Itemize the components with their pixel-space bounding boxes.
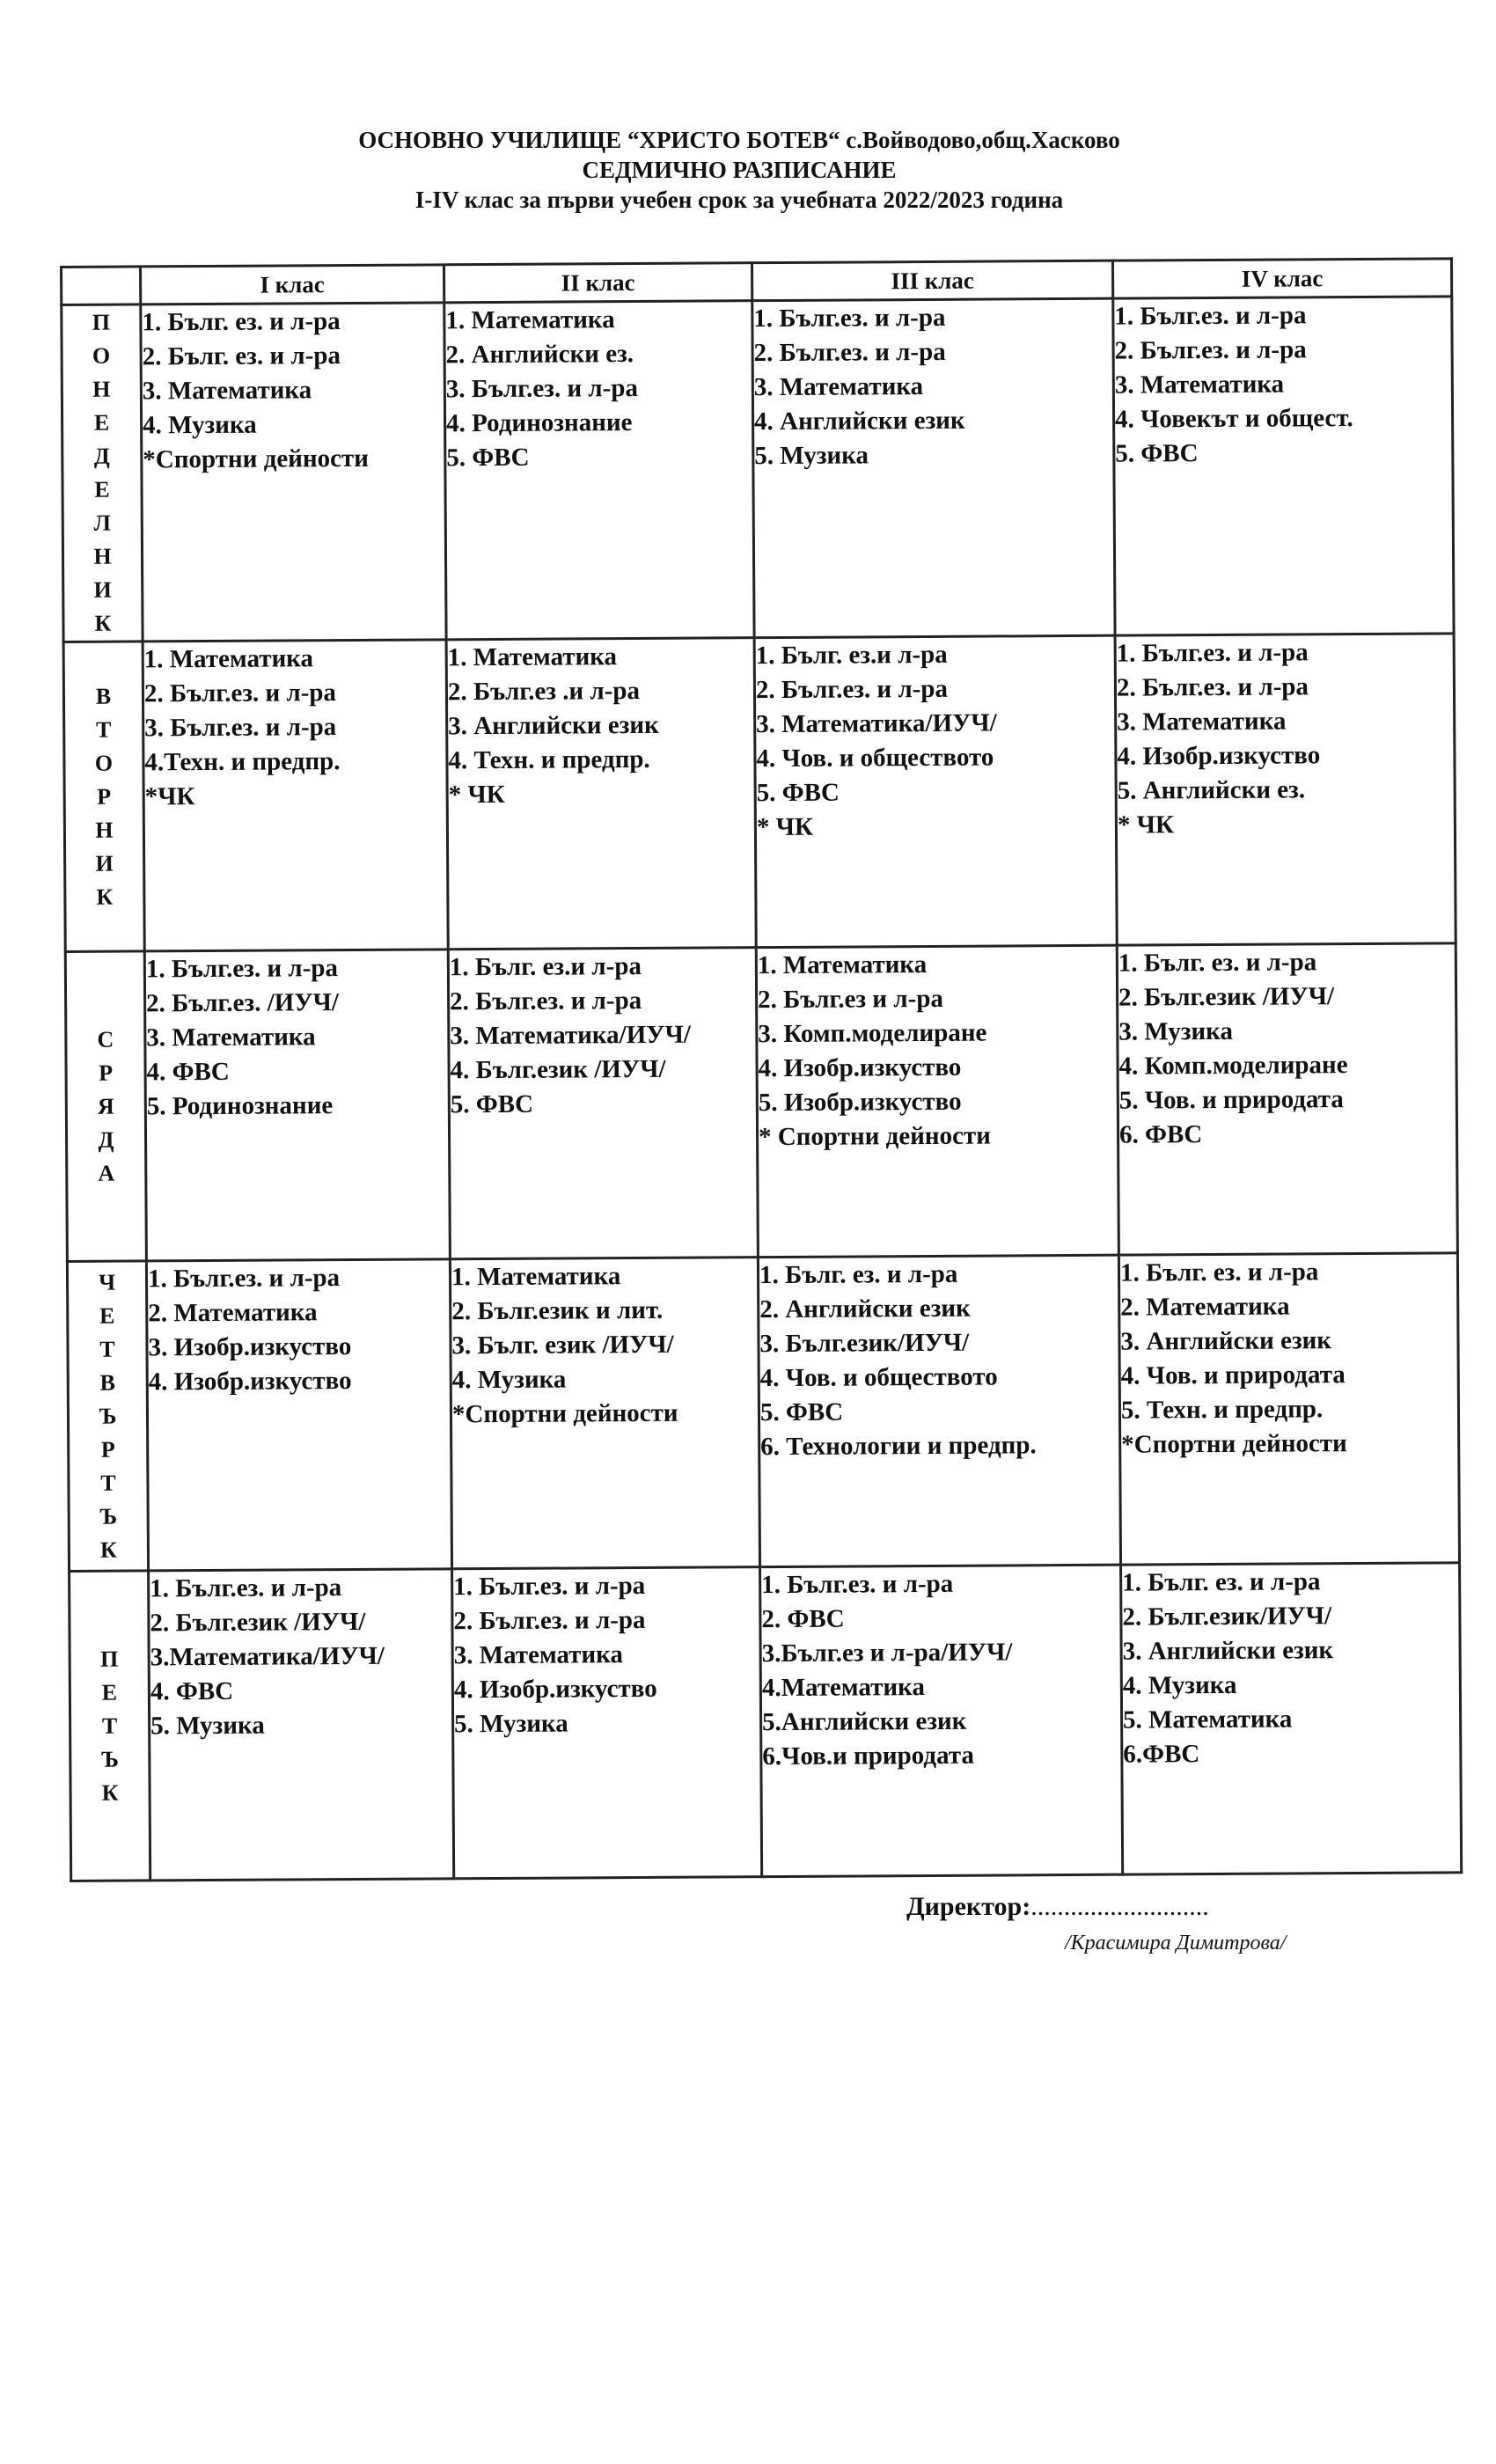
lesson-item: *Спортни дейности [143, 444, 370, 474]
day-name-cell [67, 1261, 148, 1572]
lesson-item: * ЧК [756, 812, 814, 842]
lesson-item: 5. Музика [150, 1711, 265, 1741]
lesson-item: 5. Чов. и природата [1118, 1085, 1344, 1115]
lesson-item: 5. ФВС [1115, 439, 1199, 468]
lesson-item: 3. Математика [753, 372, 924, 402]
day-row [63, 634, 1456, 952]
lesson-item: 1. Бълг.ез. и л-ра [453, 1571, 646, 1602]
lesson-item: 5. Родинознание [146, 1091, 334, 1121]
lesson-item: 5. Музика [754, 441, 869, 471]
lesson-item: 1. Математика [451, 1262, 621, 1292]
lesson-item: 3. Бълг.ез. и л-ра [445, 373, 639, 404]
lesson-item: 2. Бълг.ез. и л-ра [1116, 672, 1309, 702]
document-title: СЕДМИЧНО РАЗПИСАНИЕ [582, 157, 897, 183]
class-header: IV клас [1112, 259, 1451, 298]
lesson-item: 1. Бълг.ез. и л-ра [753, 303, 946, 334]
director-signature-line [906, 1892, 1209, 1922]
day-name: В Т О Р Н И К [94, 683, 114, 910]
lesson-item: *ЧК [144, 782, 195, 811]
lesson-item: 2. Бълг.ез. и л-ра [1114, 335, 1307, 365]
lessons-cell [448, 948, 758, 1259]
lesson-item: * ЧК [448, 780, 505, 810]
lesson-item: 2. Бълг.език /ИУЧ/ [150, 1607, 366, 1638]
lessons-cell [444, 301, 754, 640]
lesson-item: 3.Математика/ИУЧ/ [150, 1641, 385, 1672]
lesson-list [142, 304, 444, 477]
signature-dots: ........................... [1030, 1892, 1209, 1921]
lesson-list [761, 1566, 1120, 1774]
day-row [62, 297, 1454, 642]
lesson-item: 1. Бълг.ез. и л-ра [147, 1264, 341, 1294]
lesson-item: 3.Бълг.ез и л-ра/ИУЧ/ [761, 1638, 1013, 1668]
lessons-cell [149, 1569, 454, 1881]
lesson-item: 2. Бълг.език/ИУЧ/ [1122, 1602, 1332, 1632]
lesson-item: 2. Бълг.ез. /ИУЧ/ [146, 988, 339, 1018]
lesson-item: 3. Бълг.език/ИУЧ/ [759, 1328, 970, 1359]
lesson-item: 3. Математика [142, 376, 312, 406]
lesson-item: 1. Бълг.ез. и л-ра [1116, 638, 1309, 668]
lesson-list [1117, 634, 1454, 842]
lessons-cell [146, 1259, 451, 1571]
lesson-item: 3. Комп.моделиране [758, 1018, 987, 1049]
lesson-item: 4.Математика [761, 1673, 926, 1703]
lesson-item: 2. Бълг.ез и л-ра [758, 984, 944, 1015]
lesson-item: 1. Бълг. ез. и л-ра [142, 307, 341, 337]
class-header: III клас [752, 260, 1112, 301]
lesson-item: 2. Бълг.ез .и л-ра [447, 676, 641, 707]
lesson-item: * Спортни дейности [758, 1121, 992, 1152]
lesson-list [1114, 297, 1451, 471]
lessons-cell [452, 1567, 762, 1879]
lesson-item: 6.ФВС [1123, 1740, 1200, 1769]
lesson-item: 5. ФВС [756, 778, 840, 808]
lesson-item: 1. Бълг. ез. и л-ра [1119, 1258, 1319, 1287]
lesson-item: 2. Бълг. ез. и л-ра [142, 341, 341, 371]
lesson-list [1120, 1254, 1457, 1462]
lesson-item: 3. Музика [1118, 1016, 1234, 1046]
lessons-cell [141, 303, 446, 642]
lesson-item: 2. Бълг.ез. и л-ра [450, 986, 642, 1016]
lesson-item: 5. Математика [1123, 1705, 1293, 1734]
lesson-list [758, 947, 1117, 1155]
class-header: II клас [444, 263, 752, 303]
lesson-item: 4. Изобр.изкуство [1117, 741, 1321, 771]
lessons-cell [1118, 1253, 1459, 1565]
schedule-table [60, 257, 1463, 1882]
lesson-item: 3. Бълг.ез. и л-ра [144, 713, 337, 743]
lessons-cell [756, 945, 1118, 1257]
lesson-item: *Спортни дейности [1121, 1429, 1347, 1459]
lessons-cell [752, 298, 1115, 637]
lesson-item: 1. Бълг.ез. и л-ра [150, 1573, 342, 1603]
lesson-item: 3. Математика/ИУЧ/ [756, 708, 997, 739]
lesson-item: 1. Бълг.ез. и л-ра [1114, 301, 1307, 331]
lessons-cell [760, 1565, 1123, 1876]
lesson-item: 4. Изобр.изкуство [148, 1366, 352, 1397]
schedule-body [62, 297, 1462, 1881]
lesson-item: 5. ФВС [446, 443, 530, 473]
lesson-item: 5.Английски език [762, 1706, 967, 1737]
lesson-item: 3. Математика/ИУЧ/ [450, 1020, 691, 1051]
lesson-item: 2. Бълг.ез. и л-ра [755, 674, 949, 705]
lesson-item: 6. ФВС [1118, 1120, 1203, 1149]
lesson-item: 3. Английски език [1120, 1326, 1332, 1356]
lesson-item: 3. Математика [1117, 707, 1287, 737]
lessons-cell [143, 640, 448, 951]
day-row [65, 943, 1457, 1262]
class-header: I клас [141, 265, 444, 304]
lesson-item: 4. Музика [143, 410, 257, 440]
lesson-item: 5. ФВС [759, 1397, 844, 1427]
lesson-item: 2. Бълг.език /ИУЧ/ [1118, 982, 1335, 1012]
lesson-item: 4. Английски език [753, 406, 965, 436]
lesson-list [1118, 944, 1456, 1152]
lesson-item: 5. ФВС [450, 1089, 534, 1119]
lesson-list [759, 1257, 1118, 1464]
lesson-list [144, 641, 446, 814]
lesson-item: 1. Бълг.ез. и л-ра [145, 954, 339, 984]
lesson-item: 6.Чов.и природата [762, 1741, 975, 1771]
lesson-item: 5. Английски ез. [1117, 775, 1306, 805]
lesson-item: 1. Бълг. ез.и л-ра [755, 640, 948, 671]
lesson-item: 4. Музика [451, 1365, 567, 1395]
lessons-cell [144, 950, 450, 1261]
director-label: Директор: [906, 1892, 1031, 1921]
day-name-cell [65, 951, 146, 1262]
day-name-cell [63, 642, 144, 952]
lesson-item: 4. Изобр.изкуство [758, 1052, 962, 1083]
lesson-item: 1. Математика [447, 642, 618, 672]
lesson-item: 4. ФВС [146, 1057, 230, 1087]
day-row [70, 1563, 1462, 1881]
lessons-cell [754, 635, 1117, 947]
lessons-cell [1117, 943, 1457, 1255]
lesson-item: 5. Изобр.изкуство [758, 1087, 962, 1118]
lesson-item: 5. Техн. и предпр. [1120, 1395, 1324, 1425]
day-row [67, 1253, 1459, 1572]
lesson-list [451, 1258, 758, 1432]
lesson-item: 5. Музика [454, 1709, 568, 1739]
day-name-cell [62, 304, 143, 642]
lesson-item: 2. Математика [1120, 1292, 1290, 1322]
lesson-list [1122, 1564, 1459, 1771]
lessons-cell [758, 1255, 1120, 1566]
lesson-item: 4. Чов. и обществото [756, 743, 994, 774]
lesson-item: 4. Човекът и общест. [1114, 404, 1353, 434]
lesson-item: 4. Изобр.изкуство [453, 1674, 657, 1705]
lesson-item: 2. Английски език [759, 1294, 971, 1324]
lesson-item: 4. Родинознание [446, 408, 633, 438]
director-name: /Красимира Димитрова/ [1065, 1932, 1287, 1954]
day-name: С Р Я Д А [97, 1026, 115, 1186]
lessons-cell [1113, 297, 1454, 635]
lesson-item: 3. Изобр.изкуство [148, 1331, 352, 1362]
lesson-item: 3. Английски език [448, 710, 659, 741]
lesson-item: 4. Комп.моделиране [1118, 1051, 1348, 1081]
lesson-item: 1. Математика [143, 644, 314, 674]
day-name: Ч Е Т В Ъ Р Т Ъ К [98, 1269, 118, 1563]
lesson-list [146, 950, 448, 1124]
lesson-list [150, 1570, 451, 1743]
lesson-item: 2. Бълг.език и лит. [451, 1295, 664, 1326]
lesson-item: 2. Бълг.ез. и л-ра [753, 337, 946, 368]
day-name: П О Н Е Д Е Л Н И К [92, 309, 112, 636]
lesson-item: *Спортни дейности [451, 1398, 678, 1429]
lesson-list [148, 1260, 450, 1399]
document-header [141, 125, 1338, 215]
lesson-item: 3. Бълг. език /ИУЧ/ [451, 1330, 674, 1360]
lesson-item: 4. Чов. и природата [1120, 1360, 1346, 1390]
lesson-item: 3. Английски език [1122, 1636, 1334, 1666]
lesson-list [448, 639, 754, 812]
lesson-item: 1. Математика [445, 305, 615, 335]
lesson-item: 1. Бълг. ез. и л-ра [1118, 948, 1317, 978]
lesson-item: * ЧК [1117, 810, 1175, 840]
document-subtitle: I-IV клас за първи учебен срок за учебната 2022/2023 година [414, 187, 1064, 213]
lesson-item: 2. Английски ез. [445, 340, 634, 370]
day-name-cell [70, 1571, 150, 1881]
lesson-list [753, 300, 1112, 473]
lesson-item: 2. Математика [148, 1298, 318, 1328]
lesson-item: 4. Бълг.език /ИУЧ/ [450, 1054, 666, 1085]
lessons-cell [1115, 634, 1456, 945]
lessons-cell [446, 638, 756, 950]
lesson-list [445, 302, 752, 475]
lesson-item: 1. Бълг. ез. и л-ра [759, 1259, 958, 1290]
lesson-item: 3. Математика [146, 1023, 316, 1052]
lessons-cell [1121, 1563, 1462, 1874]
lesson-item: 3. Математика [1114, 370, 1285, 400]
lesson-item: 1. Бълг.ез. и л-ра [761, 1569, 954, 1600]
corner-cell [62, 267, 141, 305]
lessons-cell [450, 1258, 759, 1569]
school-name: ОСНОВНО УЧИЛИЩЕ “ХРИСТО БОТЕВ“ с.Войводово,общ.Хасково [358, 127, 1120, 153]
lesson-item: 2. Бълг.ез. и л-ра [453, 1605, 646, 1636]
lesson-item: 2. Бълг.ез. и л-ра [143, 678, 337, 708]
lesson-item: 1. Бълг. ез. и л-ра [1122, 1567, 1321, 1597]
lesson-list [453, 1568, 759, 1742]
lesson-item: 4. Чов. и обществото [759, 1362, 998, 1393]
lesson-item: 4. ФВС [150, 1676, 234, 1706]
lesson-item: 4. Музика [1122, 1670, 1237, 1700]
lesson-item: 4. Техн. и предпр. [448, 744, 650, 775]
lesson-item: 2. ФВС [761, 1604, 845, 1634]
lesson-list [450, 949, 756, 1122]
lesson-item: 3. Математика [453, 1640, 624, 1670]
day-name: П Е Т Ъ К [99, 1646, 119, 1806]
lesson-item: 1. Математика [757, 950, 928, 980]
lesson-item: 6. Технологии и предпр. [760, 1431, 1037, 1462]
lesson-item: 1. Бълг. ез.и л-ра [449, 951, 642, 982]
lesson-item: 4.Техн. и предпр. [144, 747, 341, 777]
lesson-list [756, 637, 1115, 845]
